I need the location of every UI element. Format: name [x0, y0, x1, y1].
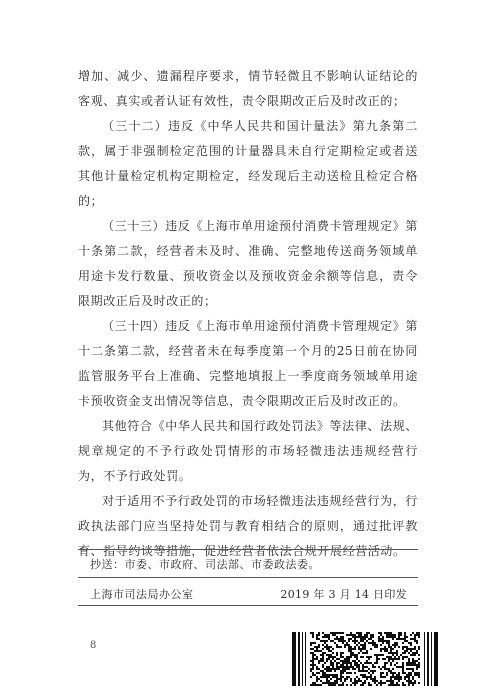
print-date: 2019 年 3 月 14 日印发: [280, 588, 407, 601]
issuing-office: 上海市司法局办公室: [90, 588, 194, 601]
footer-bottom-rule: [78, 605, 418, 606]
paragraph-other-cases: 其他符合《中华人民共和国行政处罚法》等法律、法规、规章规定的不予行政处罚情形的市场轻微违法违规经营行为，不予行政处罚。: [78, 419, 418, 483]
document-body: [78, 64, 418, 564]
paragraph-principle: 对于适用不予行政处罚的市场轻微违法违规经营行为，行政执法部门应当坚持处罚与教育相结合的原则，通过批评教育、指导约谈等措施，促进经营者依法合规开展经营活动。: [78, 494, 418, 558]
paragraph-item-33: （三十三）违反《上海市单用途预付消费卡管理规定》第十条第二款，经营者未及时、准确、完整地传送商务领域单用途卡发行数量、预收资金以及预收资金余额等信息，责令限期改正后及时改正的；: [78, 219, 418, 308]
cc-line: 抄送：市委、市政府、司法部、市委政法委。: [90, 558, 320, 571]
page-number: 8: [90, 640, 97, 651]
barcode-icon: [292, 632, 438, 686]
paragraph-item-34: （三十四）违反《上海市单用途预付消费卡管理规定》第十二条第二款，经营者未在每季度第一个月的25日前在协同监管服务平台上准确、完整地填报上一季度商务领域单用途卡预收资金支出情况等信息，责令限期改正后及时改正的。: [78, 319, 418, 408]
footer-middle-rule: [78, 577, 418, 578]
paragraph-item-32: （三十二）违反《中华人民共和国计量法》第九条第二款，属于非强制检定范围的计量器具未自行定期检定或者送其他计量检定机构定期检定，经发现后主动送检且检定合格的；: [78, 119, 418, 208]
footer-top-rule: [78, 549, 418, 550]
paragraph-continuation: 增加、减少、遗漏程序要求，情节轻微且不影响认证结论的客观、真实或者认证有效性，责令限期改正后及时改正的；: [78, 69, 418, 108]
